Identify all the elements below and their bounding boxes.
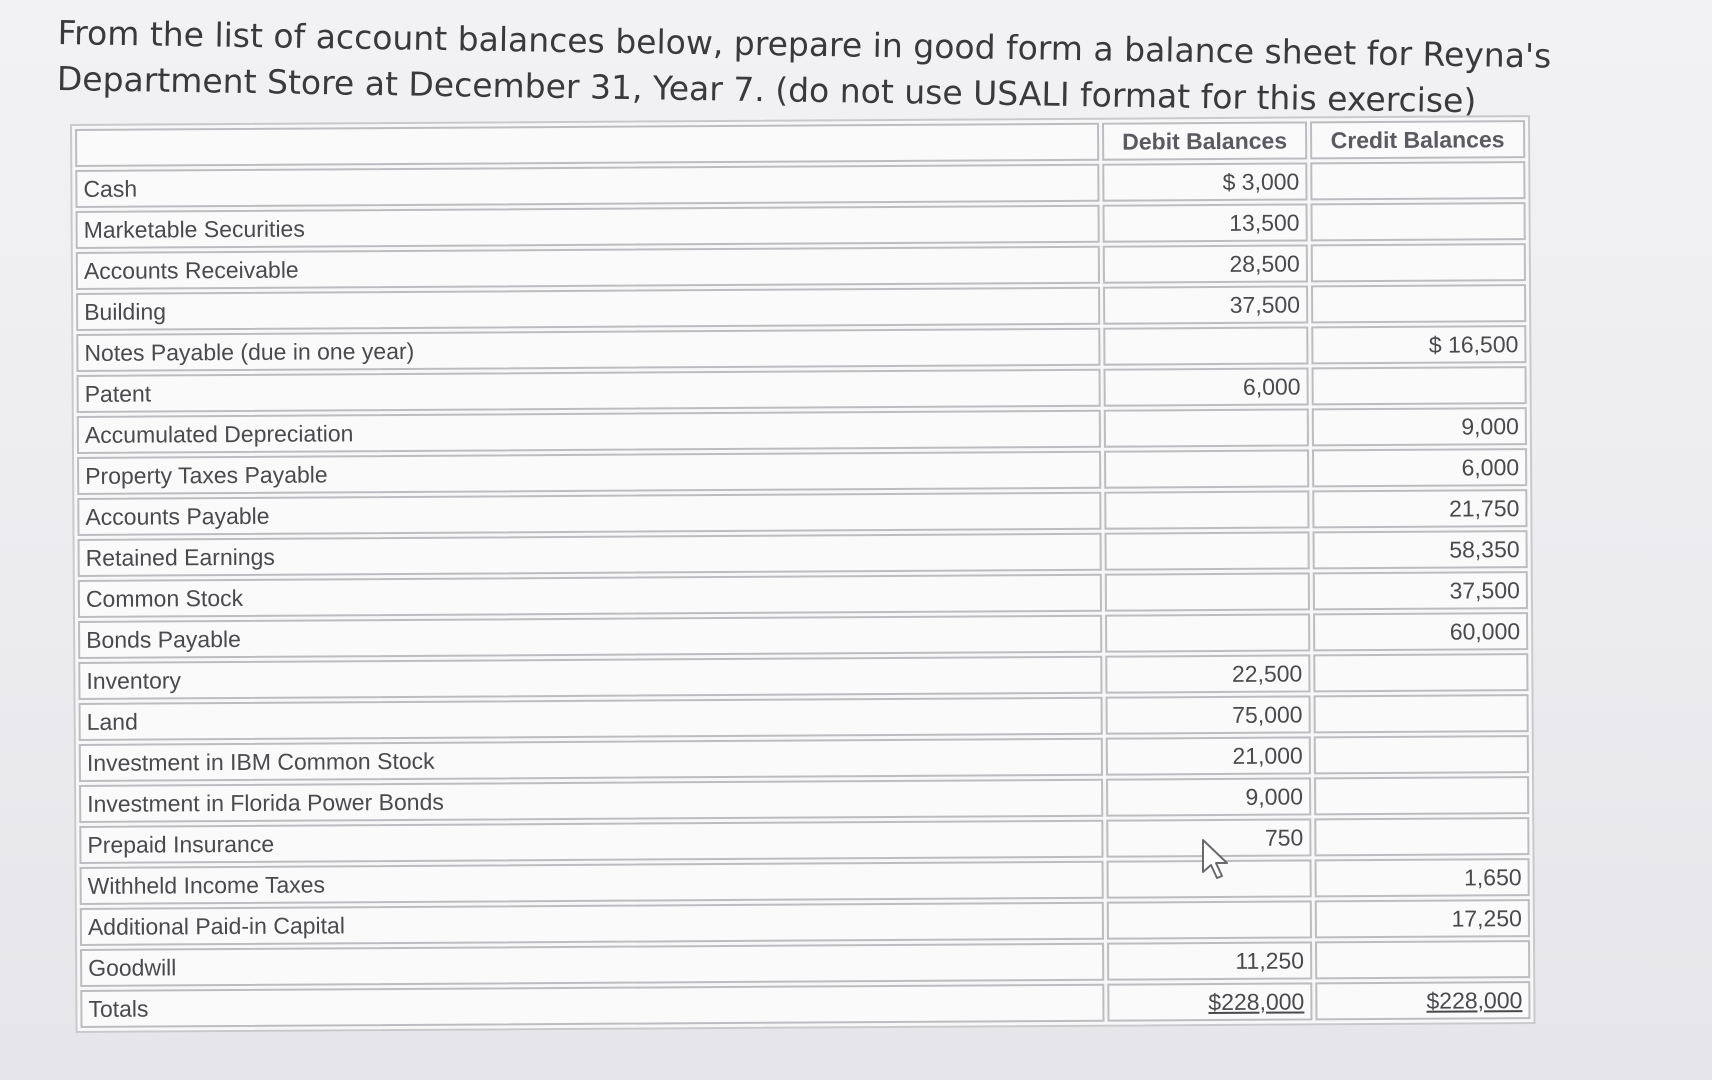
table-row bbox=[79, 817, 1529, 864]
account-name: Goodwill bbox=[80, 943, 1104, 987]
credit-cell bbox=[1313, 653, 1528, 692]
credit-cell bbox=[1314, 776, 1529, 815]
debit-cell bbox=[1105, 531, 1310, 570]
table-row bbox=[80, 940, 1530, 987]
table-row bbox=[78, 612, 1528, 659]
account-balances-table-container bbox=[70, 115, 1536, 1033]
header-account bbox=[75, 123, 1099, 167]
account-name: Patent bbox=[77, 369, 1101, 413]
account-name: Investment in IBM Common Stock bbox=[79, 738, 1103, 782]
table-row bbox=[76, 243, 1526, 290]
credit-cell bbox=[1314, 735, 1529, 774]
account-name: Retained Earnings bbox=[78, 533, 1102, 577]
account-balances-table bbox=[70, 115, 1536, 1033]
table-row bbox=[75, 161, 1525, 208]
credit-cell: 9,000 bbox=[1312, 407, 1527, 446]
debit-cell: 22,500 bbox=[1105, 654, 1310, 693]
header-credit-balances: Credit Balances bbox=[1310, 120, 1525, 159]
debit-cell: 11,250 bbox=[1107, 941, 1312, 980]
account-name: Property Taxes Payable bbox=[77, 451, 1101, 495]
account-name: Notes Payable (due in one year) bbox=[76, 328, 1100, 372]
account-name: Withheld Income Taxes bbox=[80, 861, 1104, 905]
account-name: Investment in Florida Power Bonds bbox=[79, 779, 1103, 823]
credit-cell bbox=[1311, 284, 1526, 323]
table-row bbox=[79, 694, 1529, 741]
header-debit-balances: Debit Balances bbox=[1102, 121, 1307, 160]
table-row bbox=[78, 571, 1528, 618]
debit-cell: 37,500 bbox=[1103, 285, 1308, 324]
table-row bbox=[80, 858, 1530, 905]
credit-cell bbox=[1310, 161, 1525, 200]
debit-cell bbox=[1107, 900, 1312, 939]
account-name: Accumulated Depreciation bbox=[77, 410, 1101, 454]
debit-cell bbox=[1105, 613, 1310, 652]
debit-cell: 6,000 bbox=[1104, 367, 1309, 406]
account-name: Common Stock bbox=[78, 574, 1102, 618]
account-name: Marketable Securities bbox=[76, 205, 1100, 249]
account-name: Additional Paid-in Capital bbox=[80, 902, 1104, 946]
table-row bbox=[79, 776, 1529, 823]
totals-debit: $228,000 bbox=[1107, 982, 1312, 1021]
credit-cell: 1,650 bbox=[1314, 858, 1529, 897]
debit-cell: 75,000 bbox=[1106, 695, 1311, 734]
account-name: Accounts Receivable bbox=[76, 246, 1100, 290]
debit-cell bbox=[1103, 326, 1308, 365]
table-row bbox=[77, 489, 1527, 536]
table-row bbox=[76, 325, 1526, 372]
table-row bbox=[79, 735, 1529, 782]
table-row bbox=[78, 530, 1528, 577]
totals-label: Totals bbox=[80, 984, 1104, 1028]
credit-cell bbox=[1314, 817, 1529, 856]
credit-cell bbox=[1311, 243, 1526, 282]
credit-cell: 58,350 bbox=[1312, 530, 1527, 569]
totals-credit: $228,000 bbox=[1315, 981, 1530, 1020]
credit-cell bbox=[1311, 366, 1526, 405]
account-name: Accounts Payable bbox=[77, 492, 1101, 536]
account-name: Prepaid Insurance bbox=[79, 820, 1103, 864]
table-header-row bbox=[75, 120, 1525, 167]
debit-cell: 21,000 bbox=[1106, 736, 1311, 775]
prompt-line-2: Department Store at December 31, Year 7. (do not use USALI format for this exercise) bbox=[56, 58, 1477, 121]
credit-cell bbox=[1310, 202, 1525, 241]
credit-cell: 6,000 bbox=[1312, 448, 1527, 487]
table-row bbox=[77, 448, 1527, 495]
debit-cell: 28,500 bbox=[1103, 244, 1308, 283]
totals-row bbox=[80, 981, 1530, 1028]
table-row bbox=[76, 284, 1526, 331]
account-name: Inventory bbox=[78, 656, 1102, 700]
credit-cell: 37,500 bbox=[1313, 571, 1528, 610]
exercise-prompt bbox=[57, 10, 1598, 126]
table-row bbox=[76, 202, 1526, 249]
table-row bbox=[77, 407, 1527, 454]
credit-cell: 60,000 bbox=[1313, 612, 1528, 651]
table-row bbox=[80, 899, 1530, 946]
table-row bbox=[77, 366, 1527, 413]
account-name: Building bbox=[76, 287, 1100, 331]
debit-cell: 9,000 bbox=[1106, 777, 1311, 816]
debit-cell bbox=[1104, 490, 1309, 529]
table-row bbox=[78, 653, 1528, 700]
debit-cell: 13,500 bbox=[1103, 203, 1308, 242]
mouse-pointer-icon bbox=[1200, 838, 1230, 882]
account-name: Land bbox=[79, 697, 1103, 741]
debit-cell: $ 3,000 bbox=[1102, 162, 1307, 201]
credit-cell: $ 16,500 bbox=[1311, 325, 1526, 364]
prompt-line-1: From the list of account balances below, prepare in good form a balance sheet for Reyna's bbox=[57, 12, 1552, 76]
credit-cell: 21,750 bbox=[1312, 489, 1527, 528]
credit-cell bbox=[1313, 694, 1528, 733]
debit-cell bbox=[1105, 572, 1310, 611]
debit-cell bbox=[1104, 449, 1309, 488]
credit-cell bbox=[1315, 940, 1530, 979]
debit-cell bbox=[1104, 408, 1309, 447]
credit-cell: 17,250 bbox=[1315, 899, 1530, 938]
account-name: Bonds Payable bbox=[78, 615, 1102, 659]
account-name: Cash bbox=[75, 164, 1099, 208]
debit-cell: 750 bbox=[1106, 818, 1311, 857]
